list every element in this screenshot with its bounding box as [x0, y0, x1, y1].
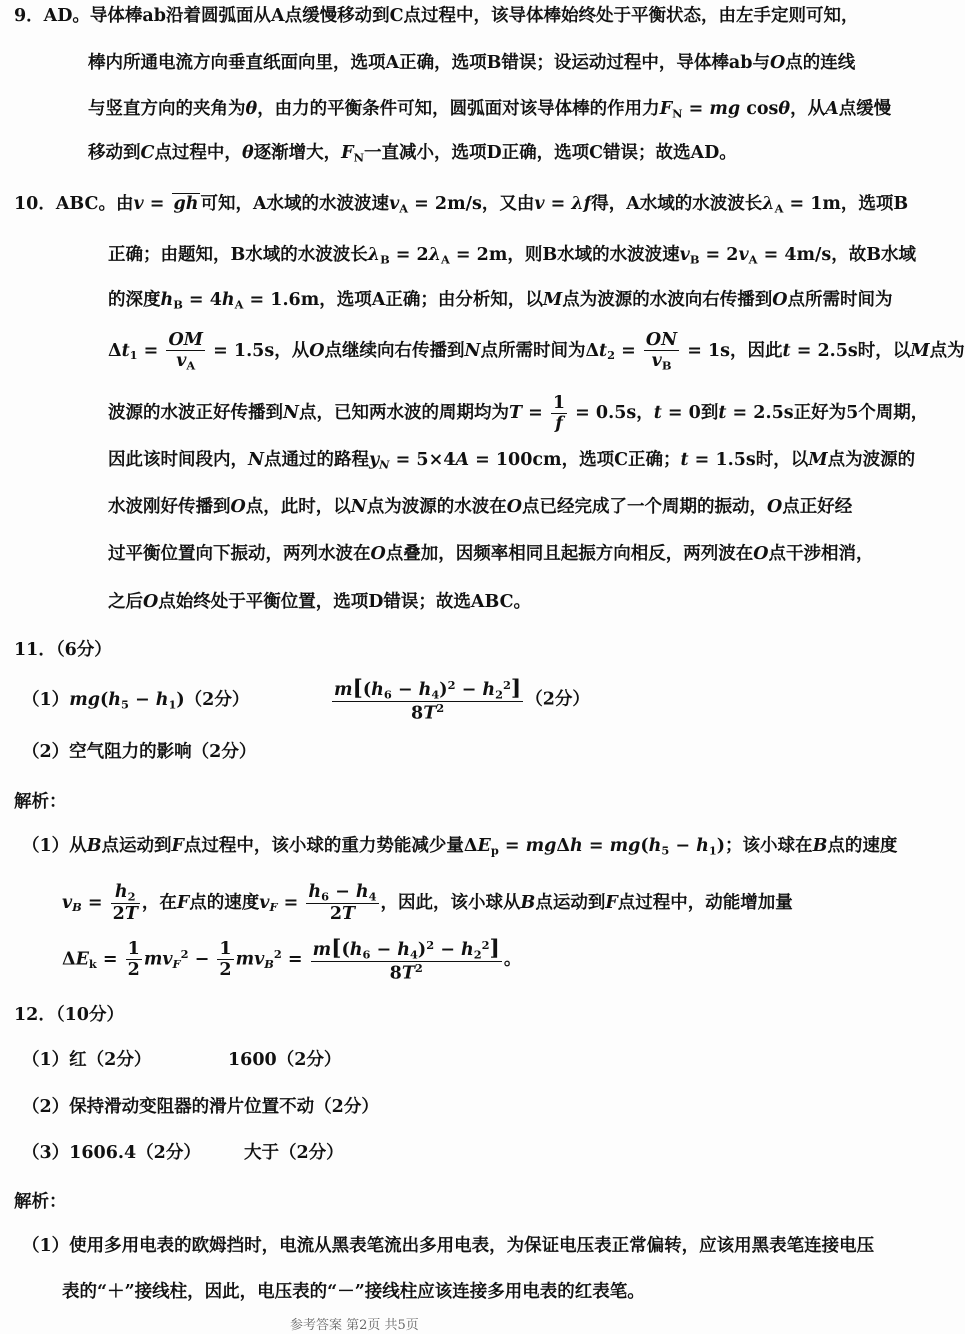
page-footer: 参考答案 第2页 共5页: [290, 1318, 419, 1333]
q10-line-6: 因此该时间段内，N点通过的路程$y_N = 5\times 4A = 100cm$，选项C正确；t = 1.5s时，以M点为波源的: [108, 450, 916, 472]
q10-line-5: 波源的水波正好传播到N点，已知两水波的周期均为T = $\frac{1}{f}$ = 0.5s，t = 0到t = 2.5s正好为5个周期，: [108, 393, 929, 435]
q11-header: 11．（6分）: [14, 640, 112, 660]
q10-line-4: $\Delta t_1$ = $\frac{OM}{v_A}$ = 1.5s，从O点继续向右传播到N点所需时间为$\Delta t_2$ = $\frac{ON}{v_B}$ = 1s，因此t = 2.5s时，以M点为: [108, 330, 965, 373]
q12-header: 12．（10分）: [14, 1005, 124, 1025]
q9-line-2: 棒内所通电流方向垂直纸面向里，选项A正确，选项B错误；设运动过程中，导体棒ab与O点的连线: [88, 53, 856, 73]
q9-line-4: 移动到C点过程中，θ逐渐增大，$F_N$一直减小，选项D正确，选项C错误；故选AD。: [88, 143, 737, 165]
q12-answer-1b: 1600（2分）: [228, 1050, 342, 1070]
q11-explain-3: $\Delta E_k$ = $\frac{1}{2}$ $mv_F^2$ − $\frac{1}{2}$ $mv_B^2$ = $\frac{m[(h_6 - h_4)^2 - h_2^2]}{8T^2}$ 。: [62, 935, 522, 984]
q9-line-1: 9．AD。导体棒ab沿着圆弧面从A点缓慢移动到C点过程中，该导体棒始终处于平衡状态，由左手定则可知，: [14, 6, 859, 26]
q9-line-3: 与竖直方向的夹角为θ，由力的平衡条件可知，圆弧面对该导体棒的作用力$F_N$ = mg cosθ，从A点缓慢: [88, 99, 892, 121]
q10-line-2: 正确；由题知，B水域的水波波长$\lambda_B = 2\lambda_A = 2m$，则B水域的水波波速$v_B = 2v_A = 4m/s$，故B水域: [108, 245, 917, 267]
q10-line-7: 水波刚好传播到O点，此时，以N点为波源的水波在O点已经完成了一个周期的振动，O点正好经: [108, 497, 853, 517]
q12-answer-1: （1）红（2分）: [22, 1050, 152, 1070]
q12-answer-3: （3）1606.4（2分）: [22, 1143, 201, 1163]
q11-answer-1: $(1)mg(h_5 - h_1)(2$分）: [22, 690, 250, 712]
q12-explain-2: 表的“＋”接线柱，因此，电压表的“－”接线柱应该连接多用电表的红表笔。: [62, 1282, 645, 1302]
q11-answer-1b: $\frac{m[(h_6 - h_4)^2 - h_2^2]}{8T^2}$ （2分）: [334, 675, 590, 724]
q12-explain-1: （1）使用多用电表的欧姆挡时，电流从黑表笔流出多用电表，为保证电压表正常偏转，应该用黑表笔连接电压: [22, 1236, 875, 1256]
q10-line-1: 10．ABC。由v = gh 可知，A水域的水波波速$v_A = 2m/s$，又由v = λf得，A水域的水波波长$\lambda_A = 1m$，选项B: [14, 194, 909, 216]
q10-line-3: 的深度$h_B = 4h_A = 1.6m$，选项A正确；由分析知，以M点为波源的水波向右传播到O点所需时间为: [108, 290, 893, 312]
q11-analysis-label: 解析：: [14, 792, 67, 812]
q12-answer-3b: 大于（2分）: [244, 1143, 344, 1163]
q11-explain-1: （1）从B点运动到F点过程中，该小球的重力势能减少量$\Delta E_p = mg\Delta h = mg(h_5 - h_1)$；该小球在B点的速度: [22, 836, 898, 858]
q11-explain-2: $v_B$ = $\frac{h_2}{2T}$ ，在F点的速度$v_F$ = $\frac{h_6 - h_4}{2T}$ ，因此，该小球从B点运动到F点过程中，动能增加量: [62, 882, 793, 925]
q11-answer-2: （2）空气阻力的影响（2分）: [22, 742, 257, 762]
q12-answer-2: （2）保持滑动变阻器的滑片位置不动（2分）: [22, 1097, 379, 1117]
q10-line-8: 过平衡位置向下振动，两列水波在O点叠加，因频率相同且起振方向相反，两列波在O点干涉相消，: [108, 544, 874, 564]
q10-line-9: 之后O点始终处于平衡位置，选项D错误；故选ABC。: [108, 592, 532, 612]
q12-analysis-label: 解析：: [14, 1192, 67, 1212]
